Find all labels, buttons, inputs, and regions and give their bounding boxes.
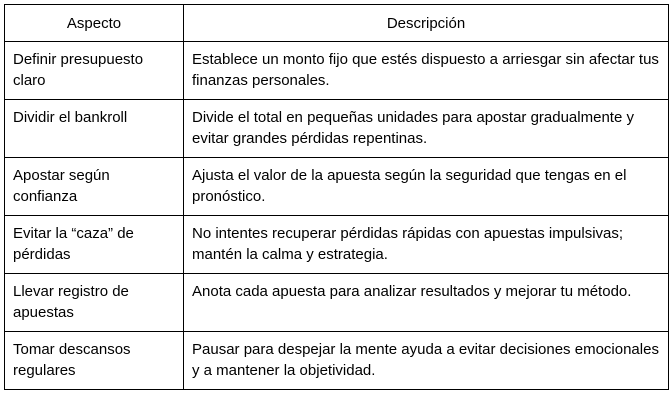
aspect-cell: Tomar descansos regulares <box>5 332 184 390</box>
table-row <box>5 216 669 274</box>
table-row <box>5 42 669 100</box>
aspect-cell: Dividir el bankroll <box>5 100 184 158</box>
description-cell: Establece un monto fijo que estés dispuesto a arriesgar sin afectar tus finanzas personales. <box>184 42 669 100</box>
description-cell: No intentes recuperar pérdidas rápidas con apuestas impulsivas; mantén la calma y estrategia. <box>184 216 669 274</box>
column-header-aspect: Aspecto <box>5 5 184 42</box>
description-cell: Ajusta el valor de la apuesta según la seguridad que tengas en el pronóstico. <box>184 158 669 216</box>
aspect-cell: Llevar registro de apuestas <box>5 274 184 332</box>
table-row <box>5 332 669 390</box>
table-header-row <box>5 5 669 42</box>
description-cell: Divide el total en pequeñas unidades para apostar gradualmente y evitar grandes pérdidas repentinas. <box>184 100 669 158</box>
table-row <box>5 274 669 332</box>
aspect-cell: Evitar la “caza” de pérdidas <box>5 216 184 274</box>
aspect-description-table <box>4 4 669 390</box>
table-row <box>5 100 669 158</box>
description-cell: Anota cada apuesta para analizar resultados y mejorar tu método. <box>184 274 669 332</box>
aspect-cell: Definir presupuesto claro <box>5 42 184 100</box>
description-cell: Pausar para despejar la mente ayuda a evitar decisiones emocionales y a mantener la objetividad. <box>184 332 669 390</box>
column-header-description: Descripción <box>184 5 669 42</box>
aspect-cell: Apostar según confianza <box>5 158 184 216</box>
table-row <box>5 158 669 216</box>
